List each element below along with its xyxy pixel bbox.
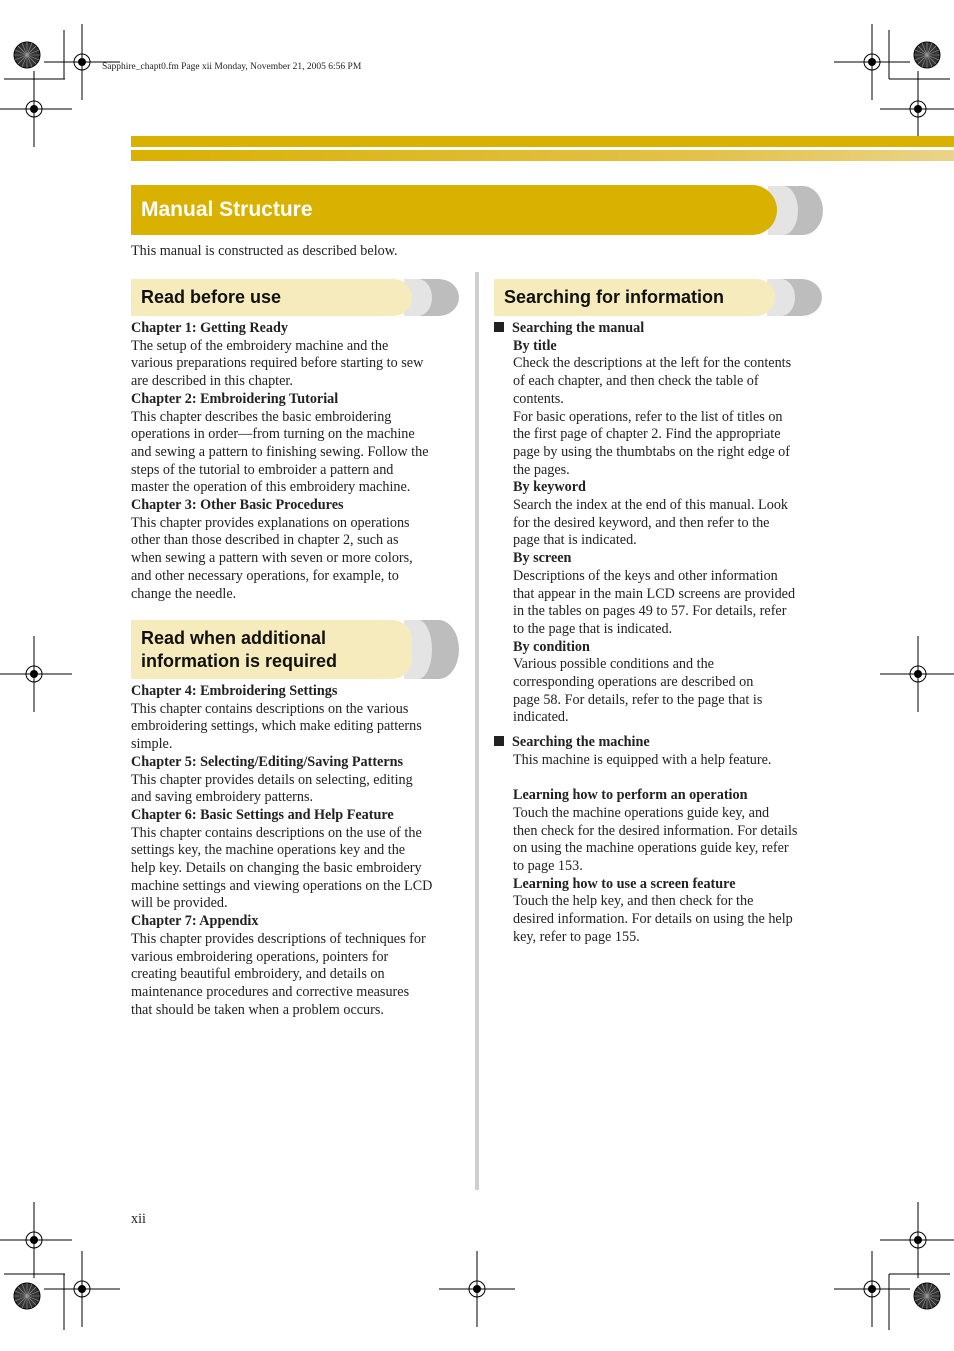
- learning-screen-heading: Learning how to use a screen feature: [513, 875, 736, 892]
- chapter3-title: Chapter 3: Other Basic Procedures: [131, 497, 344, 514]
- chapter4-title: Chapter 4: Embroidering Settings: [131, 683, 338, 699]
- top-band-gradient: [131, 150, 954, 161]
- bullet-square-icon: [494, 322, 504, 332]
- by-condition-heading: By condition: [513, 638, 590, 655]
- searching-machine-heading: Searching the machine: [512, 734, 650, 750]
- chapter1-title: Chapter 1: Getting Ready: [131, 320, 288, 336]
- column-divider: [475, 272, 479, 1190]
- searching-manual-heading: Searching the manual: [512, 320, 645, 336]
- right-column-part1: Searching the manual By title Check the descriptions at the left for the contents of each chapter, and then check the table of contents. For basic operations, refer to the list of titles on the first page of chapter 2. Find the appropriate page by using the thumbtabs on the right edge of the pages. By keyword Search the index at the end of this manual. Look for the desired keyword, and then refer to the page that is indicated. By screen Descriptions of the keys and other information that appear in the main LCD screens are provided in the tables on pages 49 to 57. For details, refer to the page that is indicated. By condition Various possible conditions and the corresponding operations are described on page 58. For details, refer to the page that is indicated.: [494, 320, 834, 727]
- learning-operation-heading: Learning how to perform an operation: [513, 787, 748, 804]
- section-read-when-additional: Read when additional information is required: [131, 620, 412, 679]
- left-column-part2: Chapter 4: Embroidering Settings This chapter contains descriptions on the various embroidering settings, which make editing patterns simple. Chapter 5: Selecting/Editing/Saving Patterns This chapter provides details on selecting, editing and saving embroidery patterns. Chapter 6: Basic Settings and Help Feature This chapter contains descriptions on the use of the settings key, the machine operations key and the help key. Details on changing the basic embroidery machine settings and viewing operations on the LCD will be provided. Chapter 7: Appendix This chapter provides descriptions of techniques for various embroidering operations, pointers for creating beautiful embroidery, and details on maintenance procedures and corrective measures that should be taken when a problem occurs.: [131, 683, 461, 1019]
- top-band: [131, 136, 954, 147]
- chapter5-title: Chapter 5: Selecting/Editing/Saving Patterns: [131, 753, 404, 770]
- chapter6-title: Chapter 6: Basic Settings and Help Feature: [131, 806, 394, 823]
- page-title: Manual Structure: [131, 185, 777, 235]
- by-screen-heading: By screen: [513, 550, 572, 567]
- chapter7-title: Chapter 7: Appendix: [131, 913, 259, 930]
- intro-text: This manual is constructed as described below.: [131, 243, 398, 259]
- section-searching-for-information: Searching for information: [494, 279, 775, 316]
- chapter2-title: Chapter 2: Embroidering Tutorial: [131, 390, 339, 407]
- by-keyword-heading: By keyword: [513, 479, 586, 496]
- page-number: xii: [131, 1211, 146, 1227]
- file-header: Sapphire_chapt0.fm Page xii Monday, November 21, 2005 6:56 PM: [102, 62, 362, 72]
- right-column-part2: Searching the machine This machine is equipped with a help feature. Learning how to perform an operation Touch the machine operations guide key, and then check for the desired information. For details on using the machine operations guide key, refer to page 153. Learning how to use a screen feature Touch the help key, and then check for the desired information. For details on using the help key, refer to page 155.: [494, 734, 834, 946]
- bullet-square-icon: [494, 736, 504, 746]
- section-read-before-use: Read before use: [131, 279, 412, 316]
- left-column-part1: Chapter 1: Getting Ready The setup of the embroidery machine and the various preparations required before starting to sew are described in this chapter. Chapter 2: Embroidering Tutorial This chapter describes the basic embroidering operations in order—from turning on the machine and sewing a pattern to finishing sewing. Follow the steps of the tutorial to embroider a pattern and master the operation of this embroidery machine. Chapter 3: Other Basic Procedures This chapter provides explanations on operations other than those described in chapter 2, such as when sewing a pattern with seven or more colors, and other necessary operations, for example, to change the needle.: [131, 320, 461, 603]
- by-title-heading: By title: [513, 337, 557, 354]
